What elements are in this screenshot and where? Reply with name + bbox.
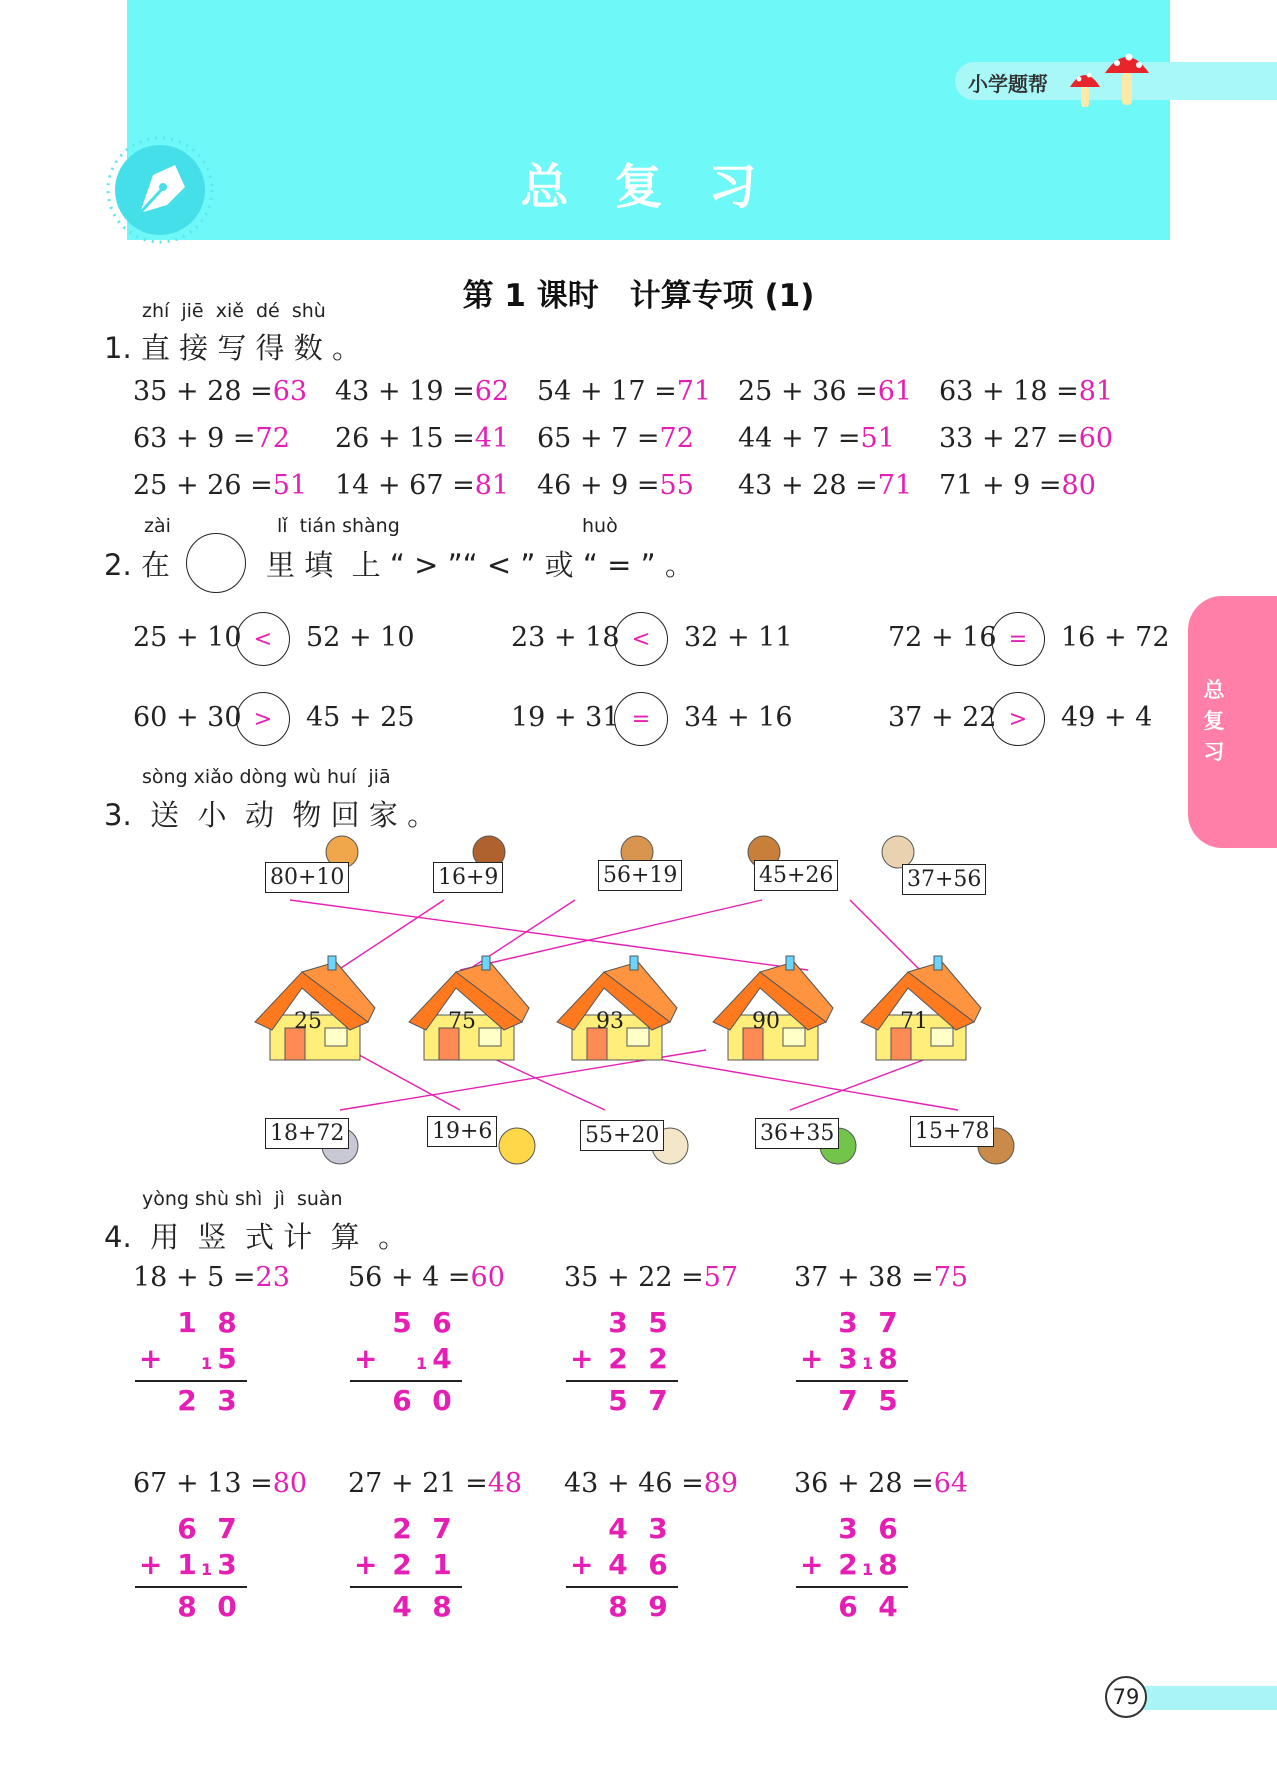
brand-label: 小学题帮 (968, 72, 1048, 96)
equation (133, 1468, 307, 1499)
digit: 7 (878, 1306, 898, 1339)
equation-answer: 81 (1078, 376, 1114, 407)
bottom-expression-box: 15+78 (910, 1116, 994, 1147)
sum-row (796, 1590, 908, 1626)
digit: 7 (838, 1383, 858, 1417)
equation-answer: 48 (487, 1468, 523, 1499)
equation-answer: 60 (470, 1262, 505, 1293)
digit: 9 (648, 1589, 668, 1623)
vertical-calculation (135, 1512, 247, 1626)
digit: 4 (608, 1512, 628, 1545)
q2-title-prefix: 2. 在 (104, 548, 170, 582)
carry-digit: 1 (862, 1560, 874, 1579)
vertical-calculation (350, 1512, 462, 1626)
addend-bottom-row (350, 1548, 462, 1584)
equation (537, 423, 694, 454)
q1-pinyin: zhí jiē xiě dé shù (142, 300, 326, 322)
digit: 1 (432, 1548, 452, 1581)
top-expression-box: 16+9 (433, 862, 503, 893)
equation (133, 1262, 290, 1293)
equation-question: 63 + 18 = (939, 376, 1079, 407)
equation (939, 423, 1113, 454)
sum-row (566, 1590, 678, 1626)
compare-sign-circle: = (614, 692, 668, 746)
digit: 3 (217, 1548, 237, 1581)
equation-answer: 41 (474, 423, 510, 454)
compare-right: 32 + 11 (684, 622, 793, 653)
equation-answer: 51 (860, 423, 895, 454)
equation-question: 33 + 27 = (939, 423, 1079, 454)
digit: 5 (648, 1306, 668, 1339)
digit: 2 (608, 1342, 628, 1375)
top-expression-box: 37+56 (902, 864, 986, 895)
addend-top-row (135, 1306, 247, 1342)
equation (794, 1262, 968, 1293)
equation-question: 44 + 7 = (738, 423, 861, 454)
compare-left: 19 + 31 (511, 702, 620, 733)
digit: 6 (177, 1512, 197, 1545)
equation-question: 71 + 9 = (939, 470, 1062, 501)
equation-question: 67 + 13 = (133, 1468, 273, 1499)
digit: 3 (217, 1383, 237, 1417)
plus-sign: + (139, 1342, 163, 1375)
q3-title: 3. 送 小 动 物 回 家 。 (104, 798, 437, 832)
sum-line (566, 1380, 678, 1382)
digit: 8 (878, 1342, 898, 1375)
digit: 5 (392, 1306, 412, 1339)
house-number: 75 (448, 1009, 476, 1034)
equation (794, 1468, 968, 1499)
house-number: 93 (596, 1009, 624, 1034)
equation (564, 1262, 738, 1293)
equation-answer: 72 (255, 423, 290, 454)
addend-top-row (135, 1512, 247, 1548)
page-number: 79 (1105, 1676, 1147, 1718)
addend-top-row (350, 1306, 462, 1342)
match-line (460, 900, 762, 970)
addend-bottom-row (135, 1548, 247, 1584)
addend-top-row (350, 1512, 462, 1548)
digit: 8 (432, 1589, 452, 1623)
digit: 2 (177, 1383, 197, 1417)
equation-question: 35 + 28 = (133, 376, 273, 407)
equation-answer: 57 (703, 1262, 739, 1293)
equation-answer: 75 (933, 1262, 969, 1293)
carry-digit: 1 (862, 1354, 874, 1373)
carry-digit: 1 (201, 1354, 213, 1373)
addend-top-row (566, 1306, 678, 1342)
equation (564, 1468, 738, 1499)
digit: 8 (217, 1306, 237, 1339)
house-number: 25 (294, 1009, 322, 1034)
equation (133, 376, 307, 407)
bottom-expression-box: 36+35 (755, 1118, 839, 1149)
equation-question: 37 + 38 = (794, 1262, 934, 1293)
vertical-calculation (350, 1306, 462, 1420)
house-number: 71 (900, 1009, 928, 1034)
equation (738, 470, 912, 501)
addend-bottom-row (135, 1342, 247, 1378)
compare-right: 49 + 4 (1061, 702, 1153, 733)
compare-left: 37 + 22 (888, 702, 997, 733)
equation-question: 43 + 46 = (564, 1468, 704, 1499)
digit: 2 (392, 1512, 412, 1545)
compare-left: 60 + 30 (133, 702, 242, 733)
addend-bottom-row (566, 1342, 678, 1378)
compare-right: 34 + 16 (684, 702, 793, 733)
sum-row (135, 1590, 247, 1626)
side-tab-label: 总复习 (1203, 678, 1225, 764)
sum-line (350, 1586, 462, 1588)
digit: 4 (878, 1589, 898, 1623)
equation-question: 35 + 22 = (564, 1262, 704, 1293)
equation (537, 470, 694, 501)
q3-pinyin: sòng xiǎo dòng wù huí jiā (142, 766, 391, 788)
digit: 8 (177, 1589, 197, 1623)
equation-question: 43 + 28 = (738, 470, 878, 501)
equation-answer: 72 (659, 423, 694, 454)
equation-question: 26 + 15 = (335, 423, 475, 454)
digit: 3 (838, 1342, 858, 1375)
sum-row (135, 1384, 247, 1420)
digit: 7 (217, 1512, 237, 1545)
addend-top-row (796, 1306, 908, 1342)
equation-question: 63 + 9 = (133, 423, 256, 454)
house-number: 90 (752, 1009, 780, 1034)
equation-answer: 81 (474, 470, 510, 501)
q2-pinyin-mid: lǐ tián shàng (277, 515, 400, 537)
equation-question: 18 + 5 = (133, 1262, 256, 1293)
digit: 0 (217, 1589, 237, 1623)
house-icon (713, 956, 833, 1060)
digit: 3 (608, 1306, 628, 1339)
compare-left: 25 + 10 (133, 622, 242, 653)
blank-circle-example (186, 533, 246, 593)
vertical-calculation (566, 1306, 678, 1420)
equation-answer: 71 (676, 376, 712, 407)
vertical-calculation (796, 1512, 908, 1626)
equation (348, 1262, 505, 1293)
bottom-expression-box: 55+20 (580, 1120, 664, 1151)
q1-title: 1. 直 接 写 得 数 。 (104, 331, 361, 365)
plus-sign: + (570, 1548, 594, 1581)
q4-title: 4. 用 竖 式 计 算 。 (104, 1220, 408, 1254)
equation-question: 65 + 7 = (537, 423, 660, 454)
compare-sign-circle: = (991, 612, 1045, 666)
digit: 3 (648, 1512, 668, 1545)
equation (738, 423, 895, 454)
plus-sign: + (570, 1342, 594, 1375)
compare-sign-circle: > (236, 692, 290, 746)
equation-answer: 63 (272, 376, 308, 407)
equation-question: 43 + 19 = (335, 376, 475, 407)
q2-pinyin-huo: huò (582, 515, 618, 537)
bottom-expression-box: 18+72 (265, 1118, 349, 1149)
addend-bottom-row (796, 1548, 908, 1584)
plus-sign: + (800, 1548, 824, 1581)
top-expression-box: 80+10 (265, 862, 349, 893)
equation-question: 46 + 9 = (537, 470, 660, 501)
compare-sign-circle: < (614, 612, 668, 666)
vertical-calculation (796, 1306, 908, 1420)
digit: 1 (177, 1306, 197, 1339)
equation (133, 470, 307, 501)
sum-row (566, 1384, 678, 1420)
vertical-calculation (566, 1512, 678, 1626)
top-expression-box: 45+26 (754, 860, 838, 891)
digit: 1 (177, 1548, 197, 1581)
equation-question: 14 + 67 = (335, 470, 475, 501)
digit: 6 (878, 1512, 898, 1545)
equation (348, 1468, 522, 1499)
equation-answer: 55 (659, 470, 694, 501)
digit: 2 (648, 1342, 668, 1375)
compare-sign-circle: < (236, 612, 290, 666)
digit: 8 (878, 1548, 898, 1581)
plus-sign: + (354, 1342, 378, 1375)
unit-title: 总复习 (520, 159, 803, 215)
lesson-title: 第 1 课时 计算专项 (1) (462, 278, 815, 314)
compare-right: 16 + 72 (1061, 622, 1170, 653)
equation-question: 27 + 21 = (348, 1468, 488, 1499)
equation-answer: 80 (1061, 470, 1096, 501)
duck-icon (499, 1128, 535, 1164)
equation-answer: 62 (474, 376, 510, 407)
q2-pinyin-zai: zài (144, 515, 171, 537)
addend-top-row (566, 1512, 678, 1548)
sum-line (566, 1586, 678, 1588)
equation (335, 423, 509, 454)
digit: 4 (608, 1548, 628, 1581)
sum-line (796, 1380, 908, 1382)
equation-answer: 80 (272, 1468, 308, 1499)
match-line (338, 900, 444, 970)
equation (738, 376, 912, 407)
bottom-expression-box: 19+6 (427, 1116, 497, 1147)
digit: 2 (392, 1548, 412, 1581)
digit: 3 (838, 1512, 858, 1545)
mushroom-icon (1065, 45, 1155, 115)
digit: 5 (878, 1383, 898, 1417)
equation-answer: 89 (703, 1468, 739, 1499)
digit: 5 (217, 1342, 237, 1375)
addend-bottom-row (566, 1548, 678, 1584)
equation-question: 25 + 26 = (133, 470, 273, 501)
top-expression-box: 56+19 (598, 860, 682, 891)
equation (335, 376, 509, 407)
digit: 0 (432, 1383, 452, 1417)
equation (537, 376, 711, 407)
house-icon (255, 956, 375, 1060)
equation-question: 36 + 28 = (794, 1468, 934, 1499)
carry-digit: 1 (201, 1560, 213, 1579)
digit: 3 (838, 1306, 858, 1339)
digit: 5 (608, 1383, 628, 1417)
equation-answer: 51 (272, 470, 308, 501)
plus-sign: + (354, 1548, 378, 1581)
addend-bottom-row (350, 1342, 462, 1378)
digit: 7 (432, 1512, 452, 1545)
compare-left: 23 + 18 (511, 622, 620, 653)
match-line (850, 900, 920, 970)
plus-sign: + (800, 1342, 824, 1375)
digit: 7 (648, 1383, 668, 1417)
compare-sign-circle: > (991, 692, 1045, 746)
addend-top-row (796, 1512, 908, 1548)
equation-answer: 60 (1078, 423, 1114, 454)
compare-right: 45 + 25 (306, 702, 415, 733)
digit: 2 (838, 1548, 858, 1581)
equation (335, 470, 509, 501)
equation-answer: 64 (933, 1468, 969, 1499)
q2-title-suffix: 里 填 上 “ > ”“ < ” 或 “ = ” 。 (266, 548, 694, 582)
addend-bottom-row (796, 1342, 908, 1378)
equation (939, 470, 1096, 501)
compare-right: 52 + 10 (306, 622, 415, 653)
sum-row (350, 1590, 462, 1626)
digit: 8 (608, 1589, 628, 1623)
sum-line (135, 1380, 247, 1382)
compare-left: 72 + 16 (888, 622, 997, 653)
digit: 4 (392, 1589, 412, 1623)
carry-digit: 1 (416, 1354, 428, 1373)
digit: 6 (392, 1383, 412, 1417)
digit: 6 (648, 1548, 668, 1581)
equation (939, 376, 1113, 407)
equation-answer: 71 (877, 470, 913, 501)
equation-answer: 23 (255, 1262, 290, 1293)
digit: 6 (838, 1589, 858, 1623)
sum-row (796, 1384, 908, 1420)
equation-question: 54 + 17 = (537, 376, 677, 407)
digit: 6 (432, 1306, 452, 1339)
equation (133, 423, 290, 454)
house-icon (861, 956, 981, 1060)
equation-question: 25 + 36 = (738, 376, 878, 407)
q4-pinyin: yòng shù shì jì suàn (142, 1188, 343, 1210)
digit: 4 (432, 1342, 452, 1375)
vertical-calculation (135, 1306, 247, 1420)
house-icon (557, 956, 677, 1060)
plus-sign: + (139, 1548, 163, 1581)
house-icon (409, 956, 529, 1060)
sum-line (350, 1380, 462, 1382)
match-line (290, 900, 808, 970)
sum-line (135, 1586, 247, 1588)
equation-question: 56 + 4 = (348, 1262, 471, 1293)
sum-line (796, 1586, 908, 1588)
sum-row (350, 1384, 462, 1420)
equation-answer: 61 (877, 376, 913, 407)
